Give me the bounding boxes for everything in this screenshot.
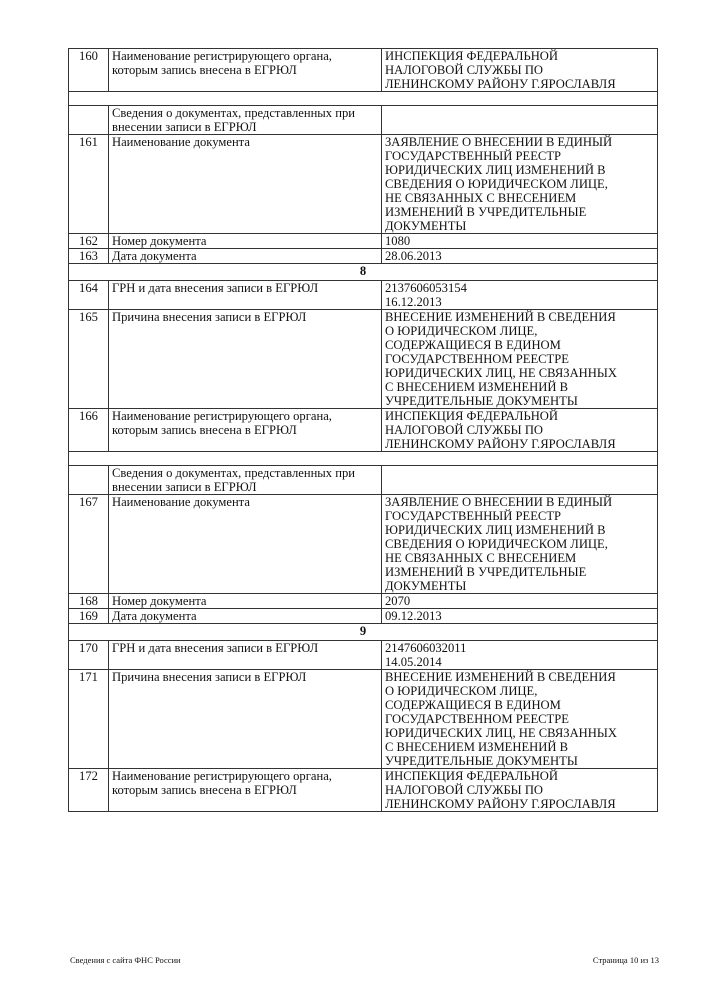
row-number: 166 [69, 409, 109, 452]
row-label: Наименование документа [109, 495, 382, 594]
row-label: Наименование регистрирующего органа, которым запись внесена в ЕГРЮЛ [109, 409, 382, 452]
table-row [69, 281, 658, 310]
row-value: ЗАЯВЛЕНИЕ О ВНЕСЕНИИ В ЕДИНЫЙ ГОСУДАРСТВЕННЫЙ РЕЕСТР ЮРИДИЧЕСКИХ ЛИЦ ИЗМЕНЕНИЙ В СВЕДЕНИЯ О ЮРИДИЧЕСКОМ ЛИЦЕ, НЕ СВЯЗАННЫХ С ВНЕСЕНИЕМ ИЗМЕНЕНИЙ В УЧРЕДИТЕЛЬНЫЕ ДОКУМЕНТЫ [382, 135, 658, 234]
row-value: 2147606032011 14.05.2014 [382, 641, 658, 670]
table-row [69, 135, 658, 234]
footer-source: Сведения с сайта ФНС России [70, 955, 181, 965]
row-value: ИНСПЕКЦИЯ ФЕДЕРАЛЬНОЙ НАЛОГОВОЙ СЛУЖБЫ ПО ЛЕНИНСКОМУ РАЙОНУ Г.ЯРОСЛАВЛЯ [382, 49, 658, 92]
row-label: Номер документа [109, 234, 382, 249]
row-value [382, 466, 658, 495]
row-number: 160 [69, 49, 109, 92]
table-row [69, 249, 658, 264]
row-number: 164 [69, 281, 109, 310]
row-value: ИНСПЕКЦИЯ ФЕДЕРАЛЬНОЙ НАЛОГОВОЙ СЛУЖБЫ ПО ЛЕНИНСКОМУ РАЙОНУ Г.ЯРОСЛАВЛЯ [382, 409, 658, 452]
row-value: ЗАЯВЛЕНИЕ О ВНЕСЕНИИ В ЕДИНЫЙ ГОСУДАРСТВЕННЫЙ РЕЕСТР ЮРИДИЧЕСКИХ ЛИЦ ИЗМЕНЕНИЙ В СВЕДЕНИЯ О ЮРИДИЧЕСКОМ ЛИЦЕ, НЕ СВЯЗАННЫХ С ВНЕСЕНИЕМ ИЗМЕНЕНИЙ В УЧРЕДИТЕЛЬНЫЕ ДОКУМЕНТЫ [382, 495, 658, 594]
section-row [69, 624, 658, 641]
row-number: 168 [69, 594, 109, 609]
section-row [69, 264, 658, 281]
row-number: 172 [69, 769, 109, 812]
row-value: ВНЕСЕНИЕ ИЗМЕНЕНИЙ В СВЕДЕНИЯ О ЮРИДИЧЕСКОМ ЛИЦЕ, СОДЕРЖАЩИЕСЯ В ЕДИНОМ ГОСУДАРСТВЕННОМ РЕЕСТРЕ ЮРИДИЧЕСКИХ ЛИЦ, НЕ СВЯЗАННЫХ С ВНЕСЕНИЕМ ИЗМЕНЕНИЙ В УЧРЕДИТЕЛЬНЫЕ ДОКУМЕНТЫ [382, 310, 658, 409]
row-label: Сведения о документах, представленных при внесении записи в ЕГРЮЛ [109, 106, 382, 135]
blank-row [69, 92, 658, 106]
row-value: 2137606053154 16.12.2013 [382, 281, 658, 310]
blank-row [69, 452, 658, 466]
row-number [69, 106, 109, 135]
table-row [69, 106, 658, 135]
table-row [69, 769, 658, 812]
row-label: Дата документа [109, 249, 382, 264]
row-label: Дата документа [109, 609, 382, 624]
row-label: ГРН и дата внесения записи в ЕГРЮЛ [109, 281, 382, 310]
table-row [69, 466, 658, 495]
row-value [382, 106, 658, 135]
row-label: Номер документа [109, 594, 382, 609]
row-value: 09.12.2013 [382, 609, 658, 624]
egrul-table [68, 48, 658, 812]
row-label: Наименование регистрирующего органа, которым запись внесена в ЕГРЮЛ [109, 769, 382, 812]
row-value: 2070 [382, 594, 658, 609]
row-number: 162 [69, 234, 109, 249]
row-value: ИНСПЕКЦИЯ ФЕДЕРАЛЬНОЙ НАЛОГОВОЙ СЛУЖБЫ ПО ЛЕНИНСКОМУ РАЙОНУ Г.ЯРОСЛАВЛЯ [382, 769, 658, 812]
row-label: Наименование документа [109, 135, 382, 234]
row-label: Причина внесения записи в ЕГРЮЛ [109, 670, 382, 769]
table-row [69, 670, 658, 769]
row-number: 171 [69, 670, 109, 769]
row-number: 161 [69, 135, 109, 234]
row-label: Сведения о документах, представленных при внесении записи в ЕГРЮЛ [109, 466, 382, 495]
row-number: 167 [69, 495, 109, 594]
row-value: 1080 [382, 234, 658, 249]
egrul-table-body [69, 49, 658, 812]
row-label: ГРН и дата внесения записи в ЕГРЮЛ [109, 641, 382, 670]
row-value: 28.06.2013 [382, 249, 658, 264]
row-number: 163 [69, 249, 109, 264]
section-number: 9 [69, 624, 658, 641]
row-value: ВНЕСЕНИЕ ИЗМЕНЕНИЙ В СВЕДЕНИЯ О ЮРИДИЧЕСКОМ ЛИЦЕ, СОДЕРЖАЩИЕСЯ В ЕДИНОМ ГОСУДАРСТВЕННОМ РЕЕСТРЕ ЮРИДИЧЕСКИХ ЛИЦ, НЕ СВЯЗАННЫХ С ВНЕСЕНИЕМ ИЗМЕНЕНИЙ В УЧРЕДИТЕЛЬНЫЕ ДОКУМЕНТЫ [382, 670, 658, 769]
blank-cell [69, 92, 658, 106]
section-number: 8 [69, 264, 658, 281]
table-row [69, 49, 658, 92]
table-row [69, 409, 658, 452]
row-number: 165 [69, 310, 109, 409]
row-label: Наименование регистрирующего органа, которым запись внесена в ЕГРЮЛ [109, 49, 382, 92]
table-row [69, 495, 658, 594]
blank-cell [69, 452, 658, 466]
row-number: 169 [69, 609, 109, 624]
row-number: 170 [69, 641, 109, 670]
row-label: Причина внесения записи в ЕГРЮЛ [109, 310, 382, 409]
footer-page-number: Страница 10 из 13 [592, 955, 659, 965]
row-number [69, 466, 109, 495]
table-row [69, 641, 658, 670]
table-row [69, 609, 658, 624]
table-row [69, 234, 658, 249]
table-row [69, 594, 658, 609]
table-row [69, 310, 658, 409]
